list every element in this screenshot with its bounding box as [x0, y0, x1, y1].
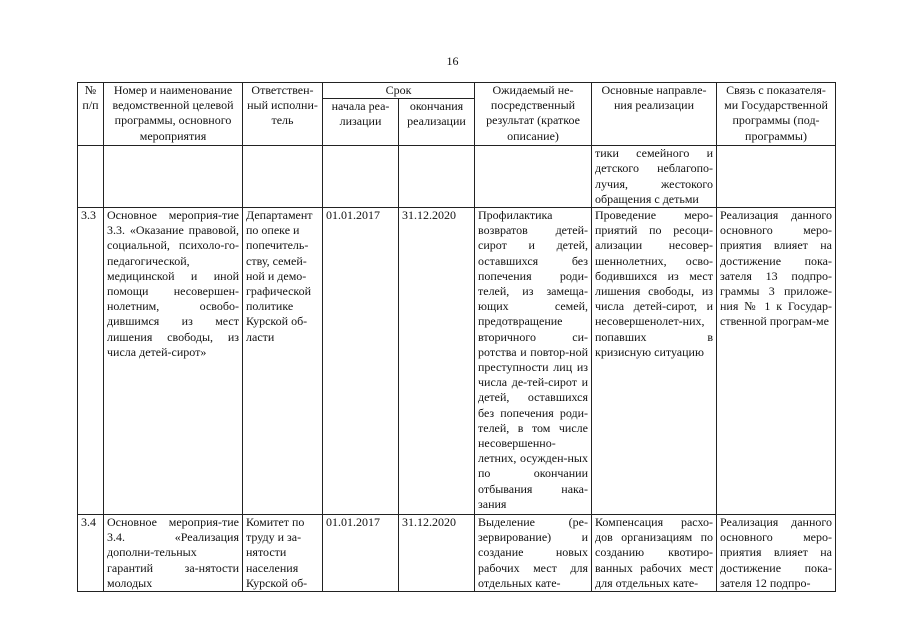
- cell-num: 3.4: [78, 515, 104, 592]
- header-directions: Основные направле-ния реализации: [592, 83, 717, 146]
- table-header-row: [78, 83, 836, 99]
- cell-result: Профилактика возвратов детей-сирот и детей, оставшихся без попечения роди-телей, из замеща-ющих семей, предотвращение вторичного си-ротства и повтор-ной преступности лиц из числа де-тей-сирот и детей, оставшихся без попечения роди-телей, в том числе несовершенно-летних, осужден-ных по окончании отбывания нака-зания: [475, 208, 592, 515]
- header-term-end: окончания реализации: [399, 99, 475, 146]
- cell-start: 01.01.2017: [323, 515, 399, 592]
- page-number: 16: [446, 54, 459, 68]
- cell-responsible: [243, 146, 323, 208]
- header-term-start: начала реа-лизации: [323, 99, 399, 146]
- header-num: № п/п: [78, 83, 104, 146]
- cell-link: [717, 146, 836, 208]
- header-term: Срок: [323, 83, 475, 99]
- cell-link: Реализация данного основного меро-приятия влияет на достижение пока-зателя 12 подпро-: [717, 515, 836, 592]
- cell-num: 3.3: [78, 208, 104, 515]
- cell-num: [78, 146, 104, 208]
- cell-directions: тики семейного и детского неблагопо-лучия, жестокого обращения с детьми: [592, 146, 717, 208]
- header-responsible: Ответствен-ный исполни-тель: [243, 83, 323, 146]
- cell-result: [475, 146, 592, 208]
- table-row: [78, 515, 836, 592]
- cell-directions: Компенсация расхо-дов организациям по созданию квотиро-ванных рабочих мест для отдельных кате-: [592, 515, 717, 592]
- cell-result: Выделение (ре-зервирование) и создание новых рабочих мест для отдельных кате-: [475, 515, 592, 592]
- cell-end: 31.12.2020: [399, 208, 475, 515]
- header-name: Номер и наименование ведомственной целевой программы, основного мероприятия: [104, 83, 243, 146]
- cell-responsible: Комитет по труду и за-нятости населения Курской об-: [243, 515, 323, 592]
- cell-responsible: Департамент по опеке и попечитель-ству, семей-ной и демо-графической политике Курской об-ласти: [243, 208, 323, 515]
- cell-name: [104, 146, 243, 208]
- cell-link: Реализация данного основного меро-приятия влияет на достижение пока-зателя 13 подпро-граммы 3 приложе-ния № 1 к Государ-ственной програм-ме: [717, 208, 836, 515]
- cell-name: Основное мероприя-тие 3.4. «Реализация дополни-тельных гарантий за-нятости молодых: [104, 515, 243, 592]
- header-link: Связь с показателя-ми Государственной программы (под-программы): [717, 83, 836, 146]
- header-result: Ожидаемый не-посредственный результат (краткое описание): [475, 83, 592, 146]
- cell-start: 01.01.2017: [323, 208, 399, 515]
- program-table: [77, 82, 836, 592]
- table-row: [78, 208, 836, 515]
- cell-directions: Проведение меро-приятий по ресоци-ализации несовер-шеннолетних, осво-бодившихся из мест лишения свободы, из числа детей-сирот, и несовершенолет-них, попавших в кризисную ситуацию: [592, 208, 717, 515]
- cell-start: [323, 146, 399, 208]
- table-row: [78, 146, 836, 208]
- cell-end: [399, 146, 475, 208]
- cell-name: Основное мероприя-тие 3.3. «Оказание правовой, социальной, психоло-го-педагогической, медицинской и иной помощи несовершен-нолетним, освобо-дившимся из мест лишения свободы, из числа детей-сирот»: [104, 208, 243, 515]
- cell-end: 31.12.2020: [399, 515, 475, 592]
